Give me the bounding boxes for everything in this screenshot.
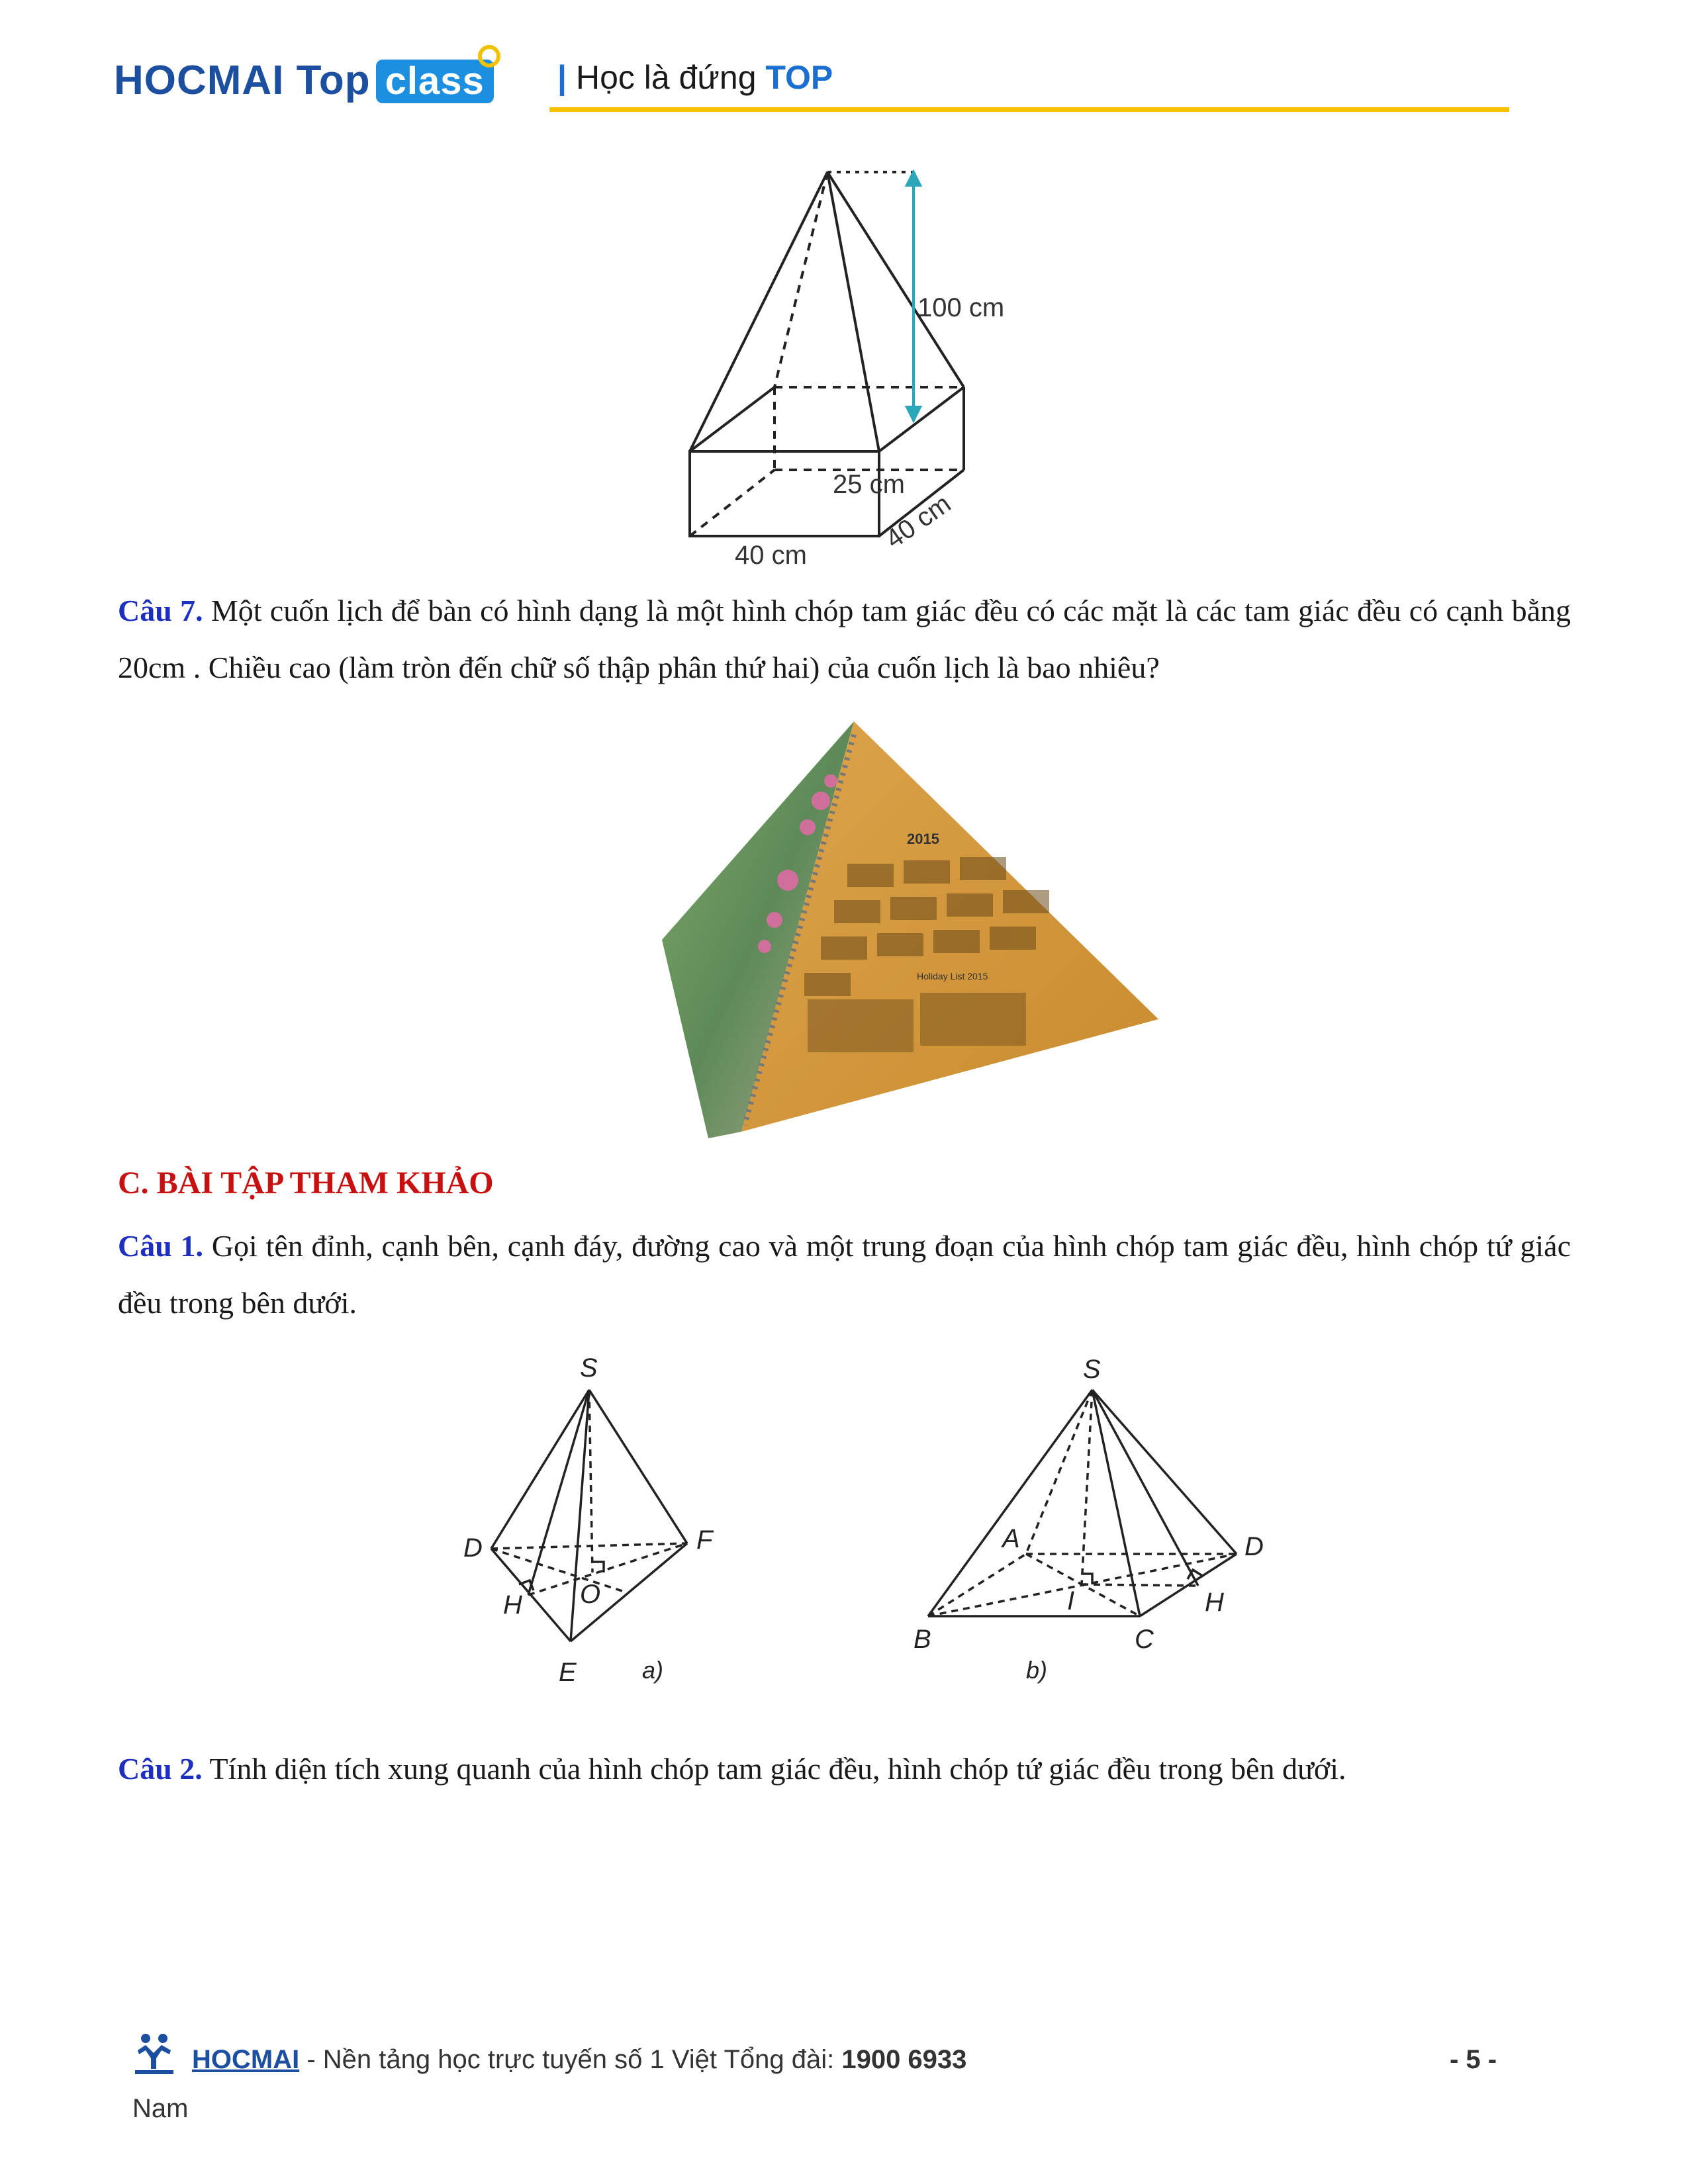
holiday-title: Holiday List 2015 — [917, 971, 988, 981]
point-h-a: H — [503, 1590, 522, 1619]
caption-a: a) — [642, 1657, 664, 1684]
point-i-b: I — [1067, 1586, 1075, 1615]
hocmai-footer-logo-icon — [131, 2030, 177, 2077]
sun-icon — [478, 45, 500, 68]
pyramid-on-box-figure — [662, 159, 1033, 569]
calendar-year: 2015 — [907, 831, 939, 847]
footer-line — [192, 2045, 966, 2075]
pyramid-calendar-image — [655, 708, 1172, 1171]
exercise-1-text: Gọi tên đỉnh, cạnh bên, cạnh đáy, đường cao và một trung đoạn của hình chóp tam giác đều, hình chóp tứ giác đều trong bên dưới. — [118, 1229, 1571, 1320]
vertex-e-a: E — [559, 1658, 577, 1687]
exercise-2-text: Tính diện tích xung quanh của hình chóp tam giác đều, hình chóp tứ giác đều trong bên dưới. — [202, 1752, 1346, 1786]
vertex-s-b: S — [1083, 1355, 1101, 1384]
header-rule — [549, 107, 1509, 112]
footer-text: - Nền tảng học trực tuyến số 1 Việt — [299, 2045, 724, 2074]
vertex-d-b: D — [1244, 1532, 1264, 1561]
question-7-label: Câu 7. — [118, 594, 203, 627]
vertex-s-a: S — [580, 1353, 598, 1383]
depth-label: 40 cm — [880, 488, 957, 555]
section-c-title: C. BÀI TẬP THAM KHẢO — [118, 1165, 494, 1201]
exercise-1 — [118, 1218, 1571, 1332]
exercise-2 — [118, 1741, 1571, 1797]
vertex-d-a: D — [463, 1533, 483, 1563]
vertex-a-b: A — [1002, 1524, 1020, 1553]
point-o-a: O — [580, 1580, 601, 1609]
footer-hotline-label: Tổng đài: — [724, 2045, 842, 2074]
triangular-pyramid-figure — [450, 1330, 768, 1701]
footer-brand-link[interactable]: HOCMAI — [192, 2045, 300, 2074]
page-number: - 5 - — [1450, 2045, 1497, 2074]
logo-text: HOCMAI Top — [114, 58, 371, 103]
hocmai-topclass-logo — [114, 57, 494, 104]
tagline-highlight: TOP — [765, 59, 833, 96]
header-tagline — [557, 58, 833, 97]
point-h-b: H — [1205, 1588, 1224, 1617]
tagline-text: Học là đứng — [576, 59, 766, 96]
vertex-f-a: F — [696, 1525, 713, 1555]
height-label: 100 cm — [917, 293, 1005, 322]
question-7 — [118, 582, 1571, 696]
question-7-text: Một cuốn lịch để bàn có hình dạng là một hình chóp tam giác đều có các mặt là các tam giác đều có cạnh bằng 20cm . Chiều cao (làm tròn đến chữ số thập phân thứ hai) của cuốn lịch là bao nhiêu? — [118, 594, 1571, 684]
exercise-1-label: Câu 1. — [118, 1229, 204, 1263]
vertex-c-b: C — [1135, 1625, 1154, 1654]
tagline-bar: | — [557, 59, 567, 96]
caption-b: b) — [1026, 1657, 1048, 1684]
width-label: 25 cm — [833, 470, 905, 499]
square-pyramid-figure — [894, 1343, 1291, 1701]
footer-hotline: 1900 6933 — [841, 2045, 967, 2074]
vertex-b-b: B — [914, 1625, 931, 1654]
logo-class-badge: class — [376, 60, 494, 103]
exercise-2-label: Câu 2. — [118, 1752, 203, 1786]
footer-line-2: Nam — [132, 2094, 189, 2123]
length-label: 40 cm — [735, 541, 807, 569]
